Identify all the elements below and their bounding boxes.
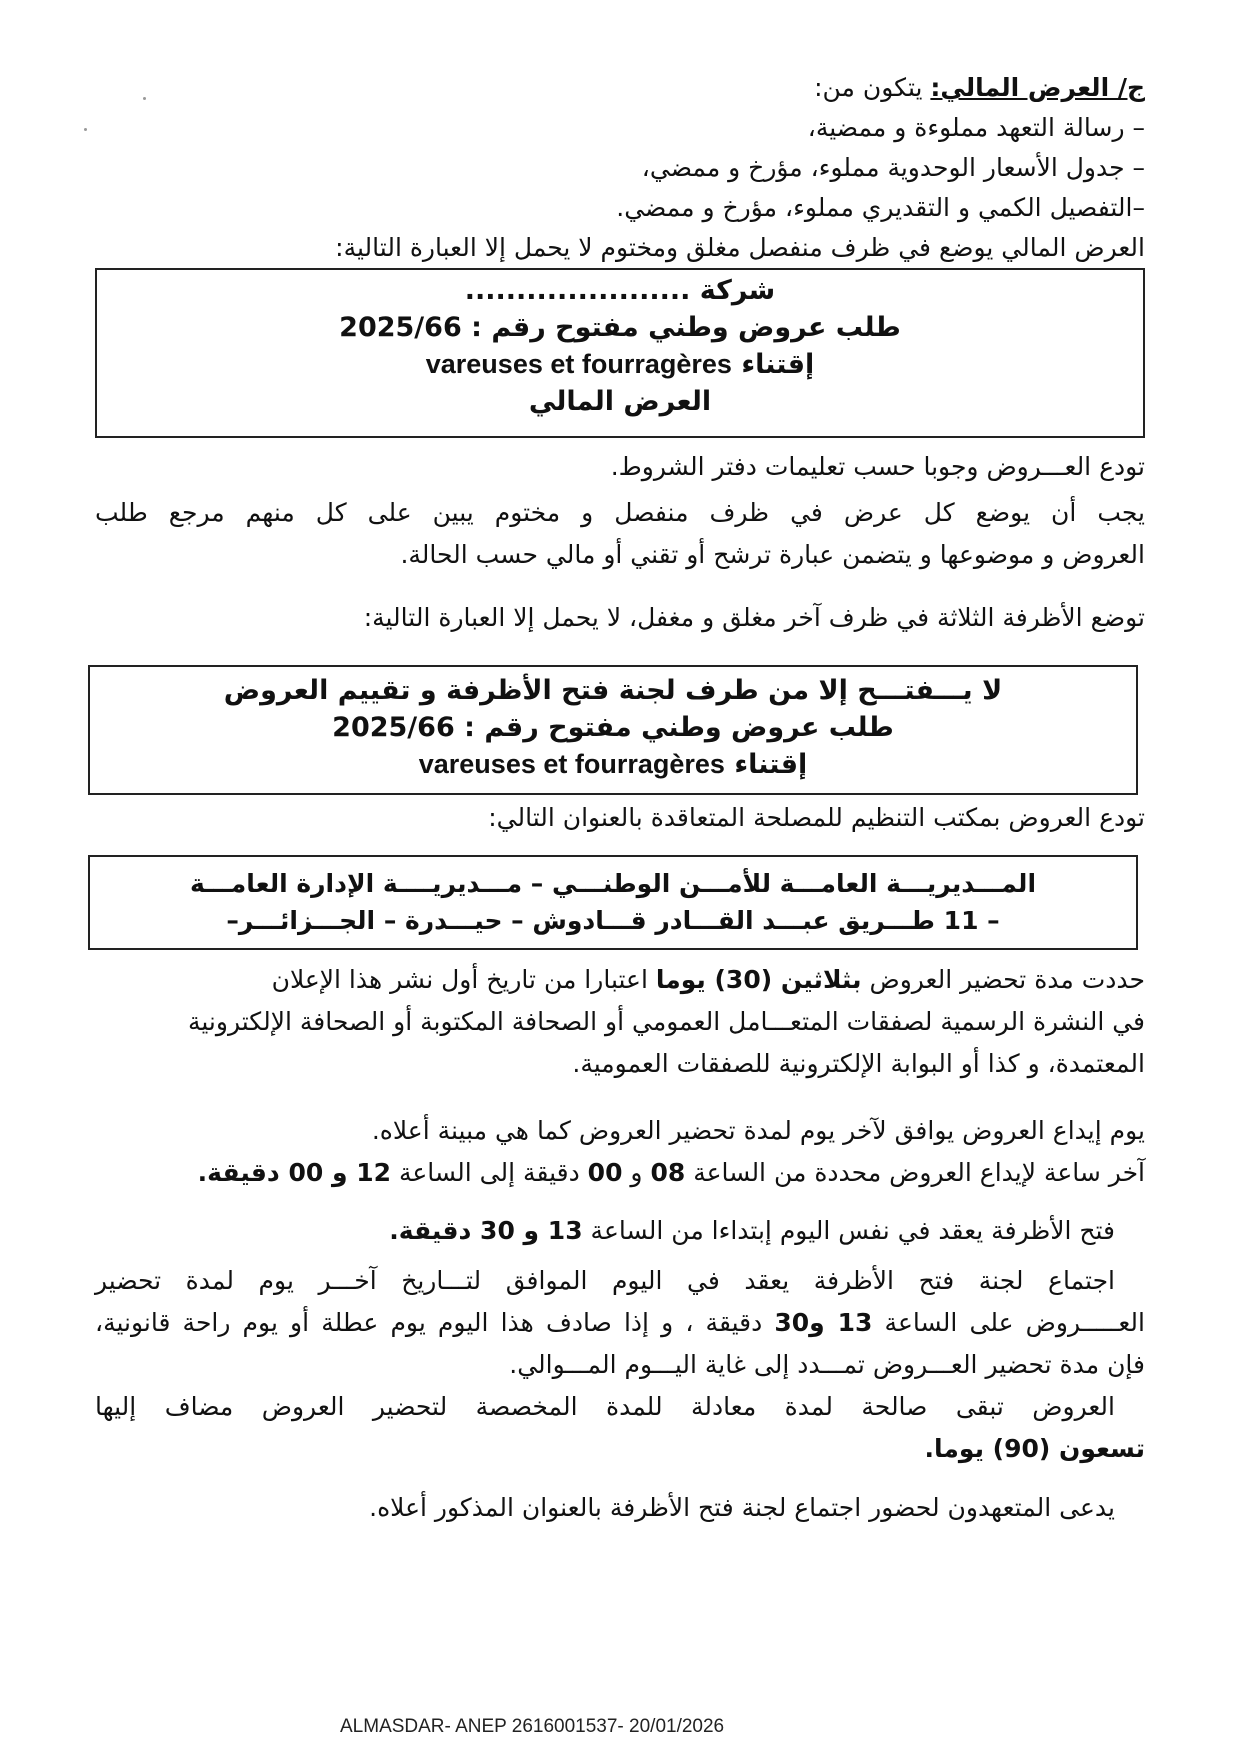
validity-line: العروض تبقى صالحة لمدة معادلة للمدة المخصصة لتحضير العروض مضاف إليها [95,1392,1115,1421]
schedule-minute: 00 [587,1158,623,1187]
meeting-text: العـــــروض على الساعة [884,1308,1145,1337]
validity-days: تسعون (90) يوما. [924,1434,1145,1463]
financial-heading-tail: يتكون من: [814,73,923,102]
schedule-text: و [630,1158,643,1187]
schedule-end-time: 12 و 00 دقيقة. [197,1158,391,1187]
schedule-line [389,1213,1115,1249]
financial-heading-line [814,70,1145,106]
deadline-line [272,962,1145,998]
financial-item: – جدول الأسعار الوحدوية مملوء، مؤرخ و ممضي، [641,153,1145,182]
meeting-time: 13 و30 [774,1308,873,1337]
meeting-line [95,1305,1145,1341]
opening-time: 13 و 30 دقيقة. [389,1216,583,1245]
acquisition-line [97,346,1143,383]
do-not-open-line: لا يـــفتـــح إلا من طرف لجنة فتح الأظرفة و تقييم العروض [223,675,1003,706]
acquisition-ar: إقتناء [741,349,815,380]
scan-speck [143,97,146,100]
footer-reference: ALMASDAR- ANEP 2616001537- 20/01/2026 [340,1716,725,1737]
instruction-text: توضع الأظرفة الثلاثة في ظرف آخر مغلق و مغفل، لا يحمل إلا العبارة التالية: [363,603,1145,632]
schedule-line [198,1155,1145,1191]
address-box [88,855,1138,950]
deadline-line: المعتمدة، و كذا أو البوابة الإلكترونية للصفقات العمومية. [572,1049,1145,1078]
schedule-text: فتح الأظرفة يعقد في نفس اليوم إبتداءا من الساعة [590,1216,1115,1245]
schedule-text: دقيقة إلى الساعة [398,1158,580,1187]
meeting-text: دقيقة ، و إذا صادف هذا اليوم يوم عطلة أو يوم راحة قانونية، [95,1308,763,1337]
tender-number: طلب عروض وطني مفتوح رقم : 2025/66 [332,712,894,743]
schedule-line: يوم إيداع العروض يوافق لآخر يوم لمدة تحضير العروض كما هي مبينة أعلاه. [371,1116,1145,1145]
financial-item: –التفصيل الكمي و التقديري مملوء، مؤرخ و ممضي. [616,193,1145,222]
outer-envelope-box [88,665,1138,795]
envelope-note: العرض المالي يوضع في ظرف منفصل مغلق ومختوم لا يحمل إلا العبارة التالية: [335,233,1145,262]
deadline-text: حددت مدة تحضير العروض [869,965,1145,994]
instruction-text: تودع العـــروض وجوبا حسب تعليمات دفتر الشروط. [610,452,1145,481]
address-line: – 11 طـــريق عبـــد القـــادر قـــادوش – حيـــدرة – الجـــزائـــر– [226,906,1000,935]
tender-number: طلب عروض وطني مفتوح رقم : 2025/66 [339,312,901,343]
acquisition-fr: vareuses et fourragères [425,349,732,379]
address-line: المـــديريـــة العامـــة للأمـــن الوطنـــي – مـــديريــــة الإدارة العامـــة [189,869,1037,898]
financial-heading: ج/ العرض المالي: [930,73,1145,102]
deadline-days: بثلاثين (30) يوما [655,965,862,994]
financial-offer-label: العرض المالي [528,386,712,417]
instruction-text: يجب أن يوضع كل عرض في ظرف منفصل و مختوم يبين على كل منهم مرجع طلب [95,498,1145,527]
meeting-line: اجتماع لجنة فتح الأظرفة يعقد في اليوم الموافق لتـــاريخ آخـــر يوم لمدة تحضير [95,1266,1115,1295]
schedule-text: آخر ساعة لإيداع العروض محددة من الساعة [693,1158,1145,1187]
deadline-text: اعتبارا من تاريخ أول نشر هذا الإعلان [271,965,648,994]
meeting-line: فإن مدة تحضير العـــروض تمـــدد إلى غاية اليـــوم المـــوالي. [509,1350,1145,1379]
invitation-line: يدعى المتعهدون لحضور اجتماع لجنة فتح الأظرفة بالعنوان المذكور أعلاه. [369,1493,1115,1522]
scan-speck [84,128,87,131]
financial-item: – رسالة التعهد مملوءة و ممضية، [807,113,1145,142]
deadline-line: في النشرة الرسمية لصفقات المتعـــامل العمومي أو الصحافة المكتوبة أو الصحافة الإلكترونية [187,1007,1145,1036]
schedule-hour: 08 [650,1158,686,1187]
deposit-intro: تودع العروض بمكتب التنظيم للمصلحة المتعاقدة بالعنوان التالي: [488,803,1145,832]
company-line: شركة ...................... [464,275,776,306]
financial-envelope-box [95,268,1145,438]
acquisition-ar: إقتناء [734,749,808,780]
acquisition-line [90,746,1136,783]
acquisition-fr: vareuses et fourragères [418,749,725,779]
instruction-text: العروض و موضوعها و يتضمن عبارة ترشح أو تقني أو مالي حسب الحالة. [400,540,1145,569]
